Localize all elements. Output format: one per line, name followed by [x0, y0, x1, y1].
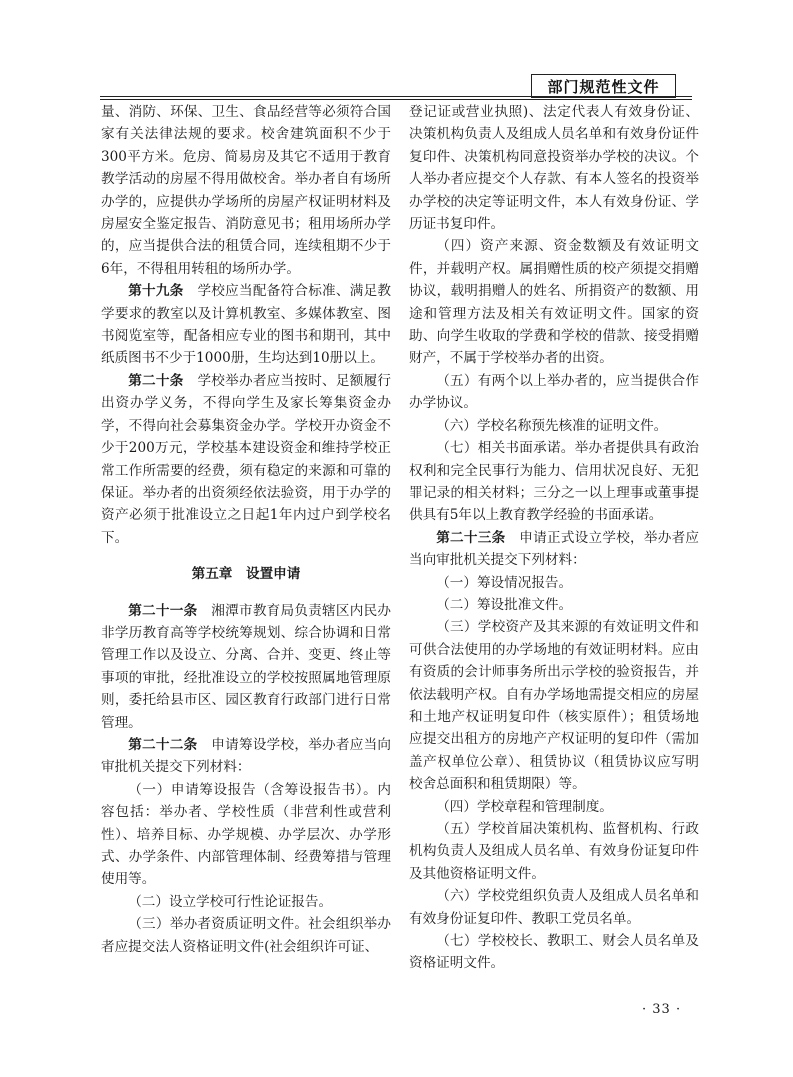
article-title: 第二十二条: [128, 736, 198, 753]
list-item: （五）有两个以上举办者的，应当提供合作办学协议。: [409, 372, 699, 412]
article-19: [101, 280, 391, 370]
article-title: 第十九条: [128, 283, 184, 300]
list-item: （二）筹设批准文件。: [436, 596, 573, 613]
list-item: （四）资产来源、资金数额及有效证明文件，并载明产权。属捐赠性质的校产须提交捐赠协议，载明捐赠人的姓名、所捐资产的数额、用途和管理方法及相关有效证明文件。国家的资助、向学生收取的学费和学校的借款、接受捐赠财产，不属于学校举办者的出资。: [409, 238, 699, 367]
article-22: [101, 734, 391, 779]
section-label: 部门规范性文件: [547, 77, 660, 96]
right-column: [409, 101, 699, 975]
page-number: · 33 ·: [642, 1002, 682, 1017]
article-21: [101, 600, 391, 734]
list-item: （四）学校章程和管理制度。: [436, 798, 613, 815]
list-item: （六）学校党组织负责人及组成人员名单和有效身份证复印件、教职工党员名单。: [409, 888, 699, 927]
list-item: （七）学校校长、教职工、财会人员名单及资格证明文件。: [409, 933, 699, 972]
article-title: 第二十条: [128, 372, 184, 389]
section-label-box: [531, 74, 676, 98]
list-item: （六）学校名称预先核准的证明文件。: [436, 417, 668, 434]
article-title: 第二十一条: [128, 602, 198, 619]
chapter-heading: 第五章 设置申请: [191, 566, 301, 583]
article-text: 学校应当配备符合标准、满足教学要求的教室以及计算机教室、多媒体教室、图书阅览室等，配备相应专业的图书和期刊，其中纸质图书不少于1000册，生均达到10册以上。: [101, 283, 392, 367]
list-item: （三）举办者资质证明文件。社会组织举办者应提交法人资格证明文件(社会组织许可证、: [101, 916, 391, 955]
list-item: （一）申请筹设报告（含筹设报告书）。内容包括：举办者、学校性质（非营利性或营利性）、培养目标、办学规模、办学层次、办学形式、办学条件、内部管理体制、经费筹措与管理使用等。: [101, 781, 391, 888]
header-rule-top: [100, 96, 692, 97]
list-item: （五）学校首届决策机构、监督机构、行政机构负责人及组成人员名单、有效身份证复印件及其他资格证明文件。: [409, 821, 699, 882]
article-text: 申请正式设立学校，举办者应当向审批机关提交下列材料：: [409, 529, 700, 569]
article-20: [101, 370, 391, 549]
header-rule-bottom: [100, 99, 692, 100]
list-item: （三）学校资产及其来源的有效证明文件和可供合法使用的办学场地的有效证明材料。应由有资质的会计师事务所出示学校的验资报告，并依法载明产权。自有办学场地需提交相应的房屋和土地产权证明复印件（核实原件）；租赁场地应提交出租方的房地产产权证明的复印件（需加盖产权单位公章）、租赁协议（租赁协议应写明校舍总面积和租赁期限）等。: [409, 619, 699, 793]
paragraph: 登记证或营业执照)、法定代表人有效身份证、决策机构负责人及组成人员名单和有效身份证件复印件、决策机构同意投资举办学校的决议。个人举办者应提交个人存款、有本人签名的投资举办学校的决定等证明文件，本人有效身份证、学历证书复印件。: [409, 104, 699, 233]
article-title: 第二十三条: [436, 529, 506, 546]
list-item: （一）筹设情况报告。: [436, 574, 573, 591]
article-text: 学校举办者应当按时、足额履行出资办学义务，不得向学生及家长筹集资金办学，不得向社会募集资金办学。学校开办资金不少于200万元，学校基本建设资金和维持学校正常工作所需要的经费，须有稳定的来源和可靠的保证。举办者的出资须经依法验资，用于办学的资产必须于批准设立之日起1年内过户到学校名下。: [101, 372, 392, 546]
paragraph: 量、消防、环保、卫生、食品经营等必须符合国家有关法律法规的要求。校舍建筑面积不少于300平方米。危房、简易房及其它不适用于教育教学活动的房屋不得用做校舍。举办者自有场所办学的，应提供办学场所的房屋产权证明材料及房屋安全鉴定报告、消防意见书；租用场所办学的，应当提供合法的租赁合同，连续租期不少于6年，不得租用转租的场所办学。: [101, 104, 391, 277]
left-column: [101, 101, 391, 958]
list-item: （二）设立学校可行性论证报告。: [128, 893, 333, 910]
article-23: [409, 527, 699, 572]
article-text: 申请筹设学校，举办者应当向审批机关提交下列材料：: [101, 736, 392, 776]
list-item: （七）相关书面承诺。举办者提供具有政治权利和完全民事行为能力、信用状况良好、无犯罪记录的相关材料；三分之一以上理事或董事提供具有5年以上教育教学经验的书面承诺。: [409, 440, 699, 524]
article-text: 湘潭市教育局负责辖区内民办非学历教育高等学校统筹规划、综合协调和日常管理工作以及设立、分离、合并、变更、终止等事项的审批，经批准设立的学校按照属地管理原则，委托给县市区、园区教育行政部门进行日常管理。: [101, 602, 392, 731]
